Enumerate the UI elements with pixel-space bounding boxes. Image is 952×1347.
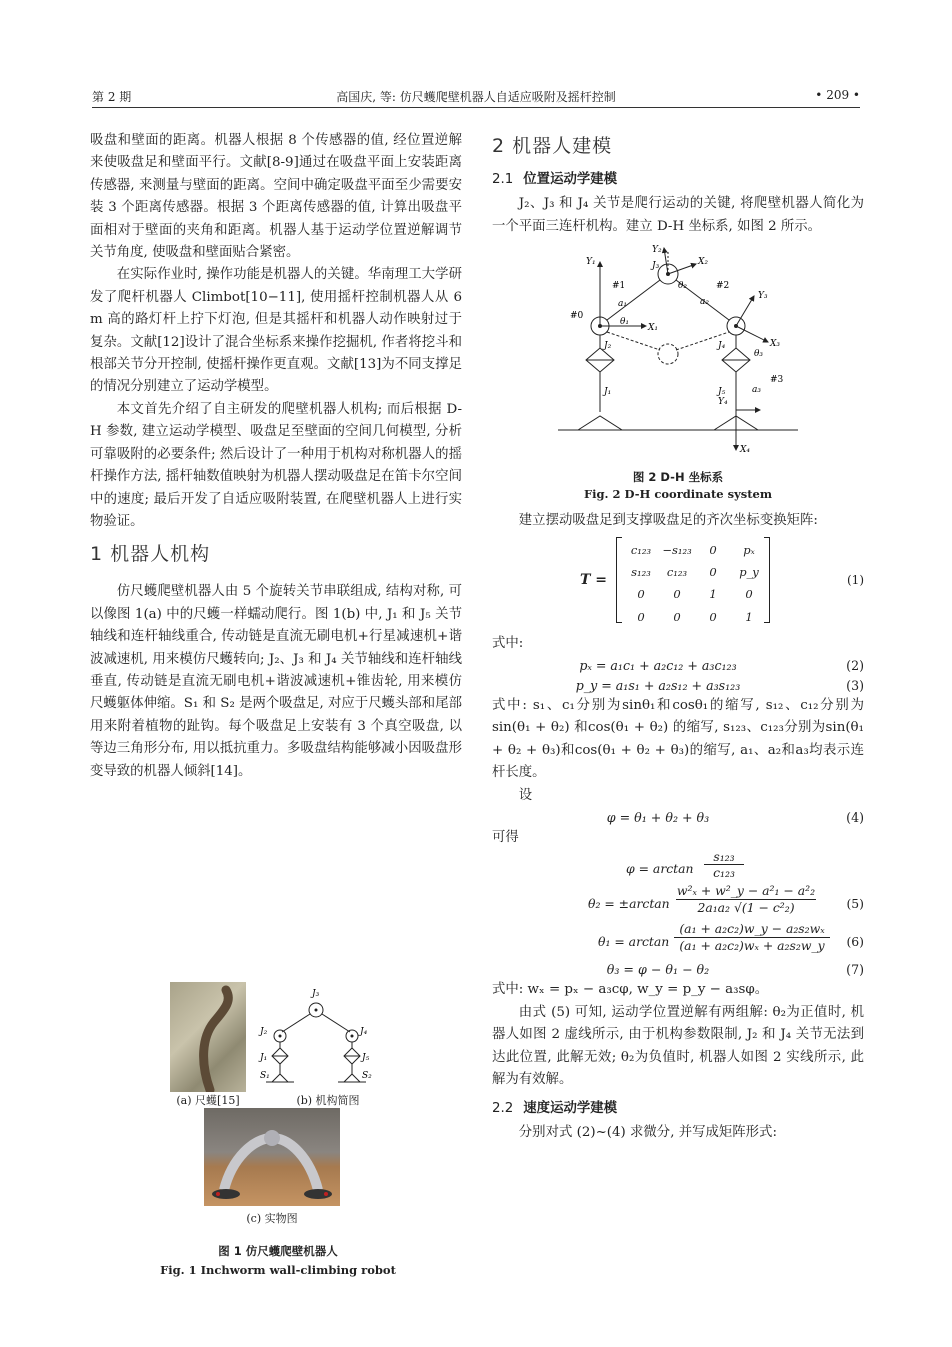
- equation-number: (6): [846, 934, 864, 950]
- fig1b-caption: (b) 机构简图: [296, 1094, 360, 1107]
- dh-coordinate-figure: [548, 244, 808, 462]
- label-Y2: Y₂: [652, 245, 662, 256]
- right-column: [492, 133, 864, 1144]
- label-theta2: θ₂: [678, 281, 688, 292]
- equation-6: [492, 921, 864, 959]
- label-J1: J₁: [260, 1053, 268, 1063]
- equation-body: φ = θ₁ + θ₂ + θ₃: [606, 810, 710, 826]
- matrix-cell: p_y: [739, 565, 759, 580]
- inchworm-shape: [170, 982, 246, 1092]
- equation-phi: [492, 849, 864, 883]
- matrix-cell: 0: [745, 587, 753, 602]
- matrix-cell: pₓ: [743, 542, 755, 557]
- equation-number: (3): [846, 678, 864, 694]
- fraction-numerator: w²ₓ + w²_y − a²₁ − a²₂: [676, 883, 816, 899]
- equation-number: (2): [846, 658, 864, 674]
- paragraph: 式中: s₁、c₁分别为sinθ₁和cosθ₁的缩写, s₁₂、c₁₂分别为sin(θ₁ + θ₂) 和cos(θ₁ + θ₂) 的缩写, s₁₂₃、c₁₂₃分别为sin(θ₁ + θ₂ + θ₃)和cos(θ₁ + θ₂ + θ₃)的缩写, a₁、a₂和a₃均表示连杆长度。: [492, 698, 864, 781]
- inchworm-photo: [170, 982, 246, 1092]
- left-column: [90, 130, 462, 783]
- equation-fraction: [674, 921, 830, 954]
- label-link3: #3: [770, 375, 784, 386]
- label-X4: X₄: [740, 445, 751, 456]
- section-heading-2: 2 机器人建模: [492, 135, 613, 157]
- paragraph: 由式 (5) 可知, 运动学位置逆解有两组解: θ₂为正值时, 机器人如图 2 虚线所示, 由于机构参数限制, J₂ 和 J₄ 关节无法到达此位置, 此解无效; θ₂为负值时, 机器人如图 2 实线所示, 此解为有效解。: [492, 1004, 864, 1088]
- label-S1: S₁: [260, 1071, 270, 1081]
- label-Y3: Y₃: [758, 291, 768, 302]
- paragraph: 本文首先介绍了自主研发的爬壁机器人机构; 而后根据 D-H 参数, 建立运动学模型、吸盘足至壁面的空间几何模型, 分析可靠吸附的必要条件; 然后设计了一种用于机构对称机器人的摇杆操作方法, 摇杆轴数值映射为机器人摆动吸盘足在笛卡尔空间中的速度; 最后开发了自适应吸附装置, 在爬壁机器人上进行实物验证。: [90, 401, 462, 529]
- label-S2: S₂: [362, 1071, 372, 1081]
- label-J3: J₃: [312, 989, 320, 999]
- equation-number: (5): [846, 896, 864, 912]
- matrix-cell: 0: [673, 587, 681, 602]
- label-link1: #1: [612, 281, 626, 292]
- matrix-cell: 0: [709, 609, 717, 624]
- matrix-cell: c₁₂₃: [666, 565, 688, 580]
- label-J3: J₃: [652, 261, 660, 272]
- equation-lhs: θ₁ = arctan: [598, 934, 670, 950]
- matrix-cell: c₁₂₃: [630, 542, 652, 557]
- label-J5: J₅: [718, 387, 726, 398]
- equation-2: [492, 655, 864, 675]
- equation-4: [492, 807, 864, 827]
- matrix-cell: −s₁₂₃: [662, 542, 692, 557]
- label-J5: J₅: [362, 1053, 370, 1063]
- paragraph: 可得: [492, 830, 519, 846]
- equation-number: (4): [846, 810, 864, 826]
- paragraph: 建立摆动吸盘足到支撑吸盘足的齐次坐标变换矩阵:: [518, 513, 818, 529]
- matrix-cell: 1: [745, 609, 753, 624]
- label-link0: #0: [570, 311, 584, 322]
- matrix-cell: 0: [709, 565, 717, 580]
- fraction-denominator: 2a₁a₂ √(1 − c²₂): [697, 900, 795, 916]
- paragraph: 式中: wₓ = pₓ − a₃cφ, w_y = p_y − a₃sφ。: [492, 982, 769, 998]
- matrix-cell: 0: [637, 609, 645, 624]
- fig1-caption-en: Fig. 1 Inchworm wall-climbing robot: [160, 1263, 396, 1277]
- matrix-cell: 1: [709, 587, 717, 602]
- running-title: 高国庆, 等: 仿尺蠖爬壁机器人自适应吸附及摇杆控制: [336, 90, 616, 104]
- figure-1: [160, 980, 396, 1280]
- equation-lhs: θ₂ = ±arctan: [588, 896, 670, 912]
- equation-fraction: [676, 883, 816, 916]
- label-theta3: θ₃: [754, 349, 764, 360]
- equation-body: θ₃ = φ − θ₁ − θ₂: [606, 962, 710, 978]
- paragraph: 分别对式 (2)~(4) 求微分, 并写成矩阵形式:: [518, 1124, 777, 1140]
- fraction-numerator: (a₁ + a₂c₂)w_y − a₂s₂wₓ: [674, 921, 830, 938]
- equation-1-matrix: [492, 537, 864, 625]
- label-X2: X₂: [698, 257, 709, 268]
- fig1c-caption: (c) 实物图: [246, 1212, 298, 1225]
- matrix-brackets: [616, 537, 770, 623]
- label-X3: X₃: [770, 339, 781, 350]
- matrix-cell: 0: [673, 609, 681, 624]
- robot-shape: [204, 1108, 340, 1206]
- label-J1: J₁: [604, 387, 612, 398]
- matrix-lhs: T =: [580, 571, 608, 588]
- label-Y4: Y₄: [718, 397, 728, 408]
- matrix-cell: s₁₂₃: [631, 565, 651, 580]
- label-X1: X₁: [648, 323, 659, 334]
- subsection-number: 2.1: [492, 172, 514, 187]
- label-link2: #2: [716, 281, 730, 292]
- paragraph: 式中:: [492, 635, 524, 651]
- matrix-table: [623, 539, 767, 629]
- fig2-caption-en: Fig. 2 D-H coordinate system: [583, 487, 773, 502]
- fraction-denominator: c₁₂₃: [713, 865, 735, 881]
- paragraph: J₂、J₃ 和 J₄ 关节是爬行运动的关键, 将爬壁机器人简化为一个平面三连杆机构。建立 D-H 坐标系, 如图 2 所示。: [492, 196, 864, 234]
- equation-body: pₓ = a₁c₁ + a₂c₁₂ + a₃c₁₂₃: [579, 658, 737, 674]
- running-header: [92, 88, 860, 108]
- equation-number: (7): [846, 962, 864, 978]
- equation-fraction: [704, 849, 744, 880]
- matrix-cell: 0: [709, 542, 717, 557]
- subsection-title: 速度运动学建模: [523, 1100, 618, 1116]
- subsection-title: 位置运动学建模: [523, 172, 618, 187]
- label-a2: a₂: [700, 297, 709, 308]
- equation-number: (1): [847, 572, 864, 587]
- subsection-number: 2.2: [492, 1100, 514, 1116]
- fig2-caption-cn: 图 2 D-H 坐标系: [632, 470, 724, 485]
- equation-3: [492, 675, 864, 695]
- label-theta1: θ₁: [620, 317, 630, 328]
- robot-photo: [204, 1108, 340, 1206]
- label-J2: J₂: [260, 1027, 268, 1037]
- subsection-2-1: [492, 169, 864, 191]
- fraction-denominator: (a₁ + a₂c₂)wₓ + a₂s₂w_y: [679, 938, 825, 954]
- matrix-cell: 0: [637, 587, 645, 602]
- paragraph: 吸盘和壁面的距离。机器人根据 8 个传感器的值, 经位置逆解来使吸盘足和壁面平行。文献[8-9]通过在吸盘平面上安装距离传感器, 来测量与壁面的距离。空间中确定吸盘平面至少需要安装 3 个距离传感器。根据 3 个距离传感器的值, 计算出吸盘平面相对于壁面的夹角和距离。机器人基于运动学位置逆解调节关节角度, 使吸盘和壁面贴合紧密。: [90, 133, 462, 261]
- subsection-2-2: [492, 1098, 864, 1120]
- mechanism-schematic: [254, 982, 374, 1092]
- label-a1: a₁: [618, 299, 627, 310]
- fig1-caption-cn: 图 1 仿尺蠖爬壁机器人: [218, 1244, 338, 1258]
- equation-7: [492, 959, 864, 979]
- label-J4: J₄: [360, 1027, 368, 1037]
- label-J4: J₄: [718, 341, 726, 352]
- label-Y1: Y₁: [586, 257, 596, 268]
- equation-lhs: φ = arctan: [626, 861, 694, 877]
- issue-number: 第 2 期: [92, 90, 132, 104]
- page-number: • 209 •: [815, 88, 860, 102]
- fraction-numerator: s₁₂₃: [704, 849, 744, 865]
- paragraph: 设: [518, 787, 533, 803]
- equation-body: p_y = a₁s₁ + a₂s₁₂ + a₃s₁₂₃: [575, 678, 741, 694]
- label-J2: J₂: [604, 341, 612, 352]
- paragraph: 仿尺蠖爬壁机器人由 5 个旋转关节串联组成, 结构对称, 可以像图 1(a) 中的尺蠖一样蠕动爬行。图 1(b) 中, J₁ 和 J₅ 关节轴线和连杆轴线重合, 传动链是直流无刷电机+行星减速机+谐波减速机, 用来模仿尺蠖转向; J₂、J₃ 和 J₄ 关节轴线和连杆轴线垂直, 传动链是直流无刷电机+谐波减速机+锥齿轮, 用来模仿尺蠖躯体伸缩。S₁ 和 S₂ 是两个吸盘足, 对应于尺蠖头部和尾部用来附着植物的趾钩。每个吸盘足上安装有 3 个真空吸盘, 以等边三角形分布, 用以抵抗重力。多吸盘结构能够减小因吸盘形变导致的机器人倾斜[14]。: [90, 584, 462, 779]
- label-a3: a₃: [752, 385, 761, 396]
- section-heading-1: 1 机器人机构: [90, 543, 211, 566]
- paragraph: 在实际作业时, 操作功能是机器人的关键。华南理工大学研发了爬杆机器人 Climbot[10−11], 使用摇杆控制机器人从 6 m 高的路灯杆上拧下灯泡, 但是其摇杆和机器人动作映射过于复杂。文献[12]设计了混合坐标系来操作挖掘机, 作者将挖斗和根部关节分开控制, 使摇杆操作更直观。文献[13]为不同支撑足的情况分别建立了运动学模型。: [90, 267, 462, 395]
- fig1a-caption: (a) 尺蠖[15]: [176, 1094, 240, 1107]
- equation-5: [492, 883, 864, 921]
